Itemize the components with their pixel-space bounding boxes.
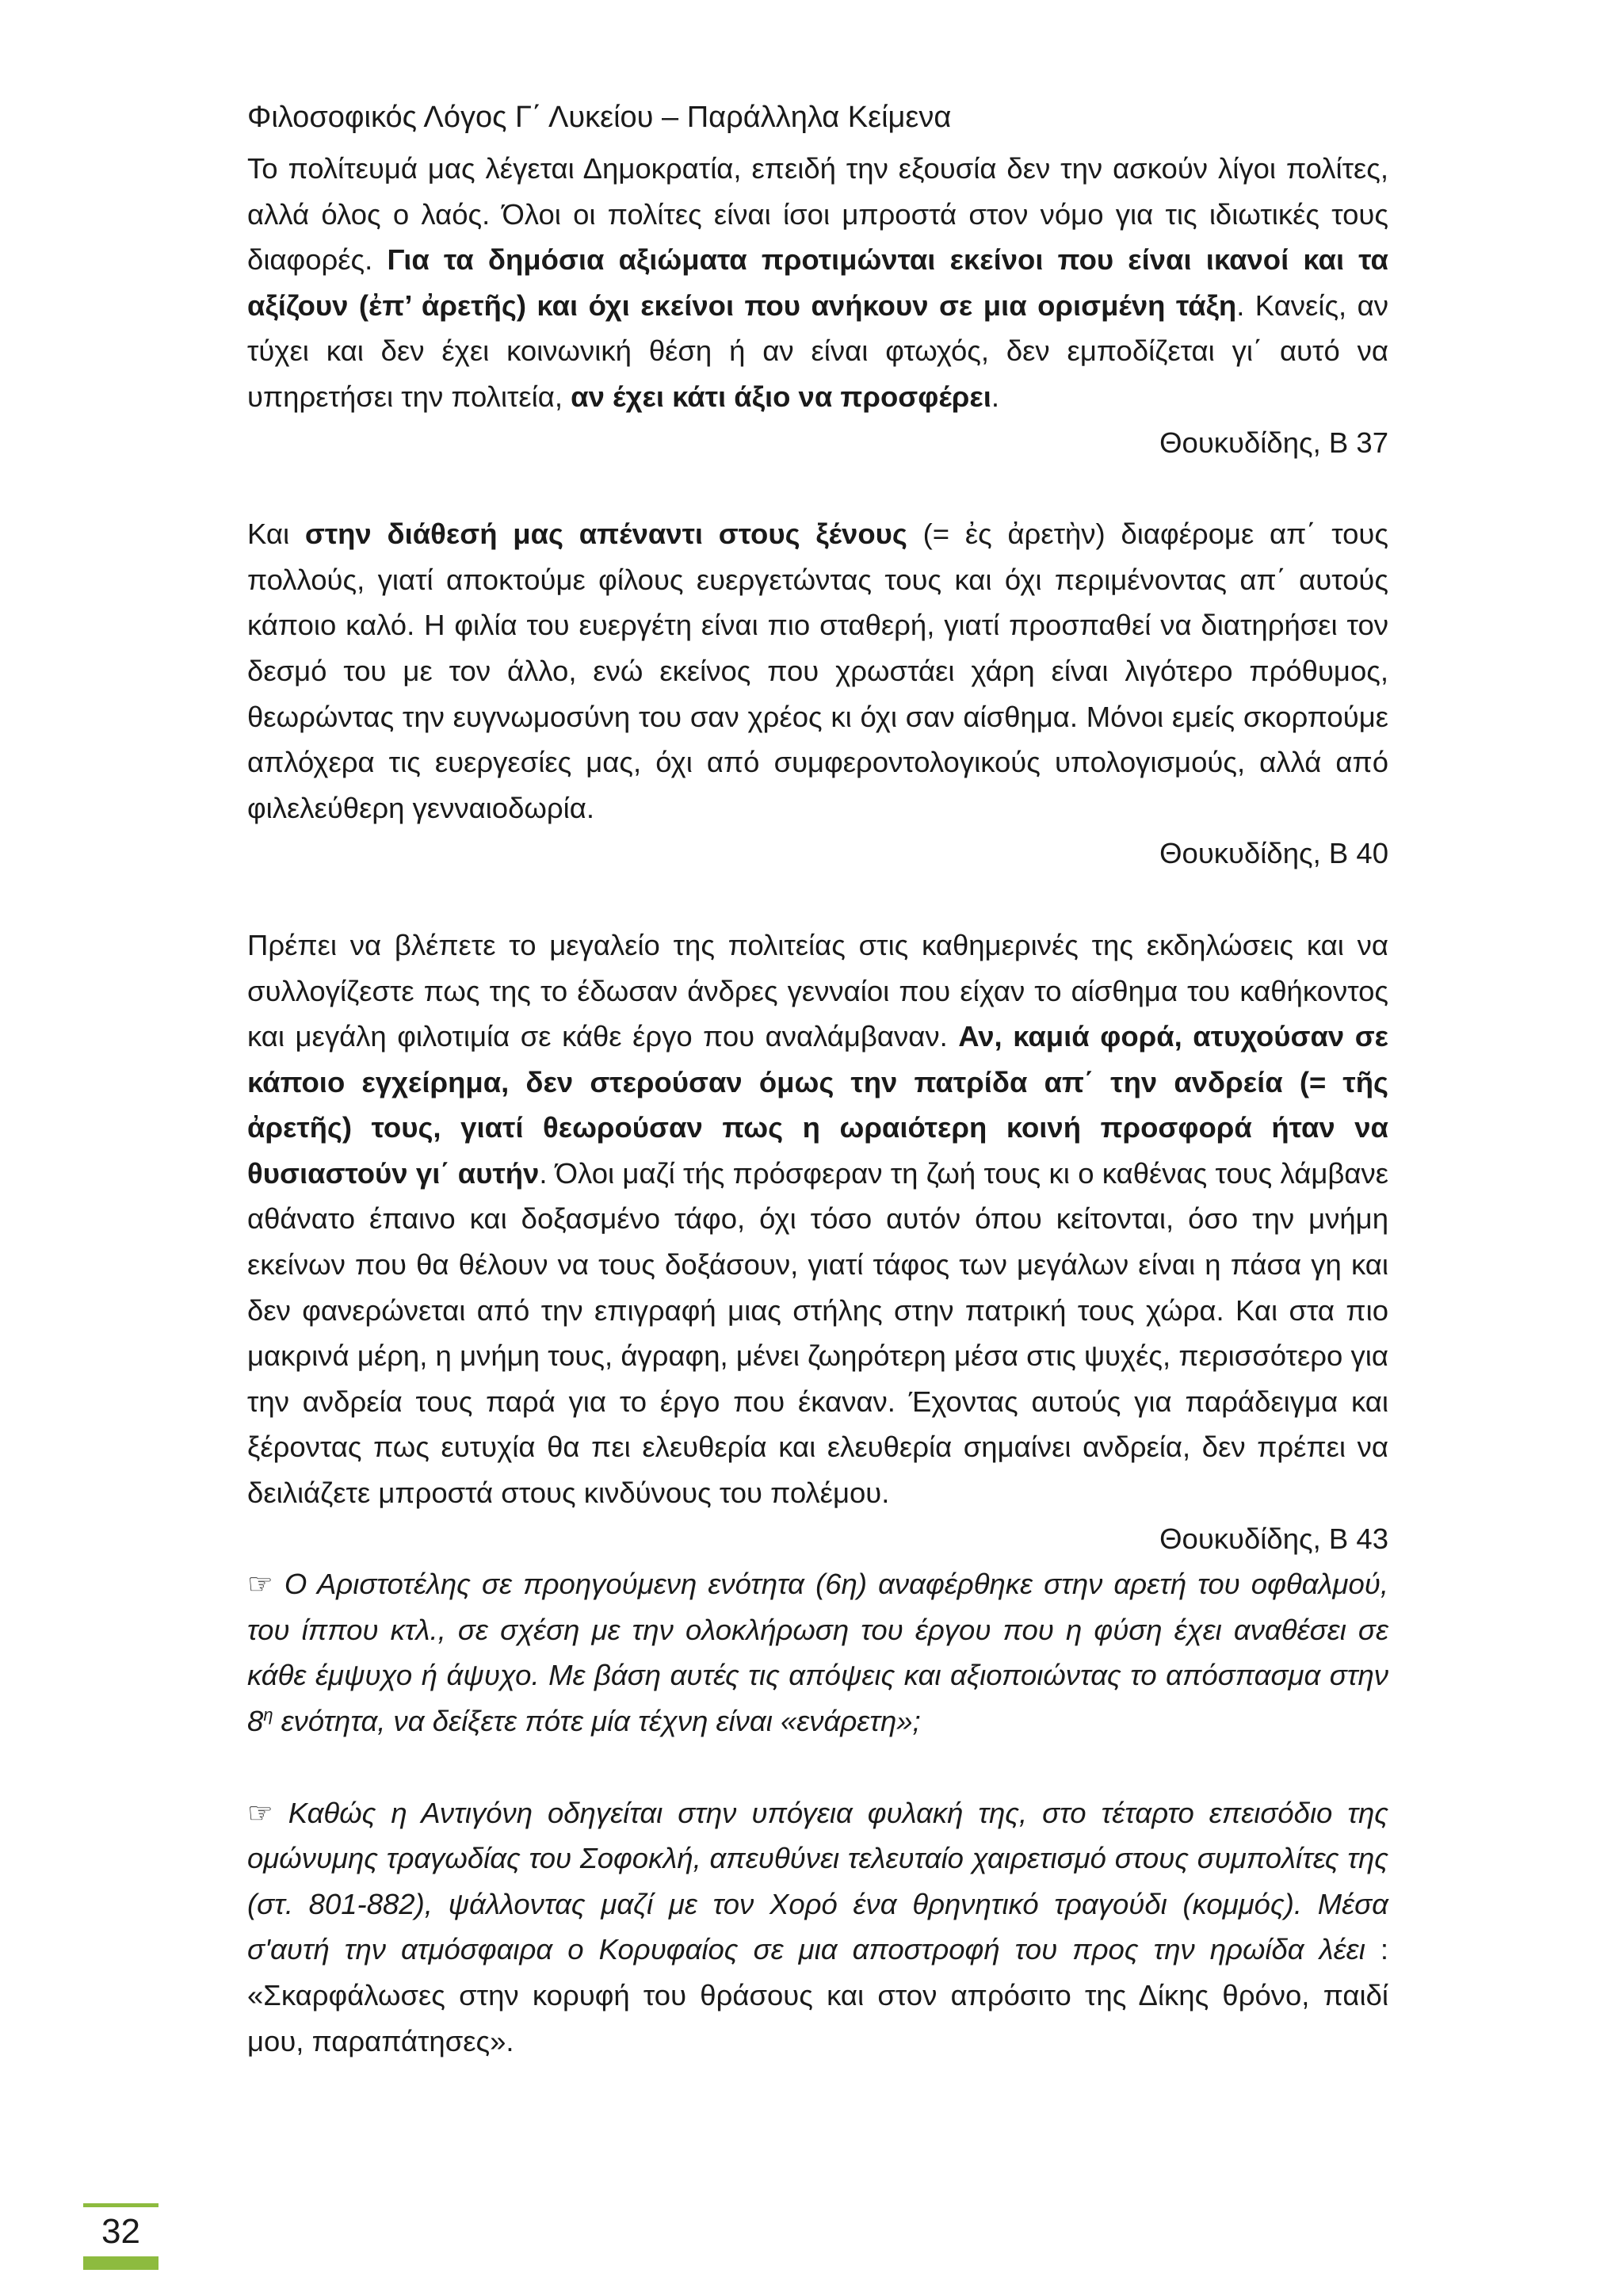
passage-b40 (247, 511, 1388, 831)
passage-bold: Για τα δημόσια αξιώματα προτιμώνται εκείνοι που είναι ικανοί και τα αξίζουν (ἐπ’ ἀρετῆς) και όχι εκείνοι που ανήκουν σε μια ορισμένη τάξη (247, 243, 1388, 322)
source-b37: Θουκυδίδης, Β 37 (1159, 426, 1388, 459)
running-header: Φιλοσοφικός Λόγος Γ΄ Λυκείου – Παράλληλα Κείμενα (247, 101, 952, 134)
superscript: η (263, 1704, 273, 1725)
passage-text: Πρέπει να βλέπετε το μεγαλείο της πολιτείας στις καθημερινές της εκδηλώσεις και να συλλογίζεστε πως της το έδωσαν άνδρες γενναίοι που είχαν το αίσθημα του καθήκοντος και μεγάλη φιλοτιμία σε κάθε έργο που αναλάμβαναν. (247, 928, 1388, 1053)
passage-text: Το πολίτευμά μας λέγεται Δημοκρατία, επειδή την εξουσία δεν την ασκούν λίγοι πολίτες, αλλά όλος ο λαός. Όλοι οι πολίτες είναι ίσοι μπροστά στον νόμο για τις ιδιωτικές τους διαφορές. (247, 152, 1388, 277)
passage-text: . Κανείς, αν τύχει και δεν έχει κοινωνική θέση ή αν είναι φτωχός, δεν εμποδίζεται γι΄ αυτό να υπηρετήσει την πολιτεία, (247, 288, 1388, 413)
passage-b43 (247, 923, 1388, 1516)
question-aristotle (247, 1561, 1388, 1744)
quote-text: : «Σκαρφάλωσες στην κορυφή του θράσους και στον απρόσιτο της Δίκης θρόνο, παιδί μου, παραπάτησες». (247, 1933, 1388, 2057)
spacer (247, 465, 1388, 511)
footer-bar-bottom (83, 2256, 158, 2270)
passage-text: (= ἐς ἀρετὴν) διαφέρομε απ΄ τους πολλούς, γιατί αποκτούμε φίλους ευεργετώντας τους και όχι περιμένοντας απ΄ αυτούς κάποιο καλό. Η φιλία του ευεργέτη είναι πιο σταθερή, γιατί προσπαθεί να διατηρήσει τον δεσμό του με τον άλλο, ενώ εκείνος που χρωστάει χάρη είναι λιγότερο πρόθυμος, θεωρώντας την ευγνωμοσύνη του σαν χρέος κι όχι σαν αίσθημα. Μόνοι εμείς σκορπούμε απλόχερα τις ευεργεσίες μας, όχι από συμφεροντολογικούς υπολογισμούς, αλλά από φιλελεύθερη γενναιοδωρία. (247, 518, 1388, 824)
source-b43: Θουκυδίδης, Β 43 (1159, 1522, 1388, 1555)
passage-bold: αν έχει κάτι άξιο να προσφέρει (571, 380, 991, 413)
source-b40: Θουκυδίδης, Β 40 (1159, 837, 1388, 870)
passage-text: . Όλοι μαζί τής πρόσφεραν τη ζωή τους κι ο καθένας τους λάμβανε αθάνατο έπαινο και δοξασμένο τάφο, όχι τόσο αυτόν όπου κείτονται, όσο την μνήμη εκείνων που θα θέλουν να τους δοξάσουν, γιατί τάφος των μεγάλων είναι η πάσα γη και δεν φανερώνεται από την επιγραφή μιας στήλης στην πατρική τους χώρα. Και στα πιο μακρινά μέρη, η μνήμη τους, άγραφη, μένει ζωηρότερη μέσα στις ψυχές, περισσότερο για την ανδρεία τους παρά για το έργο που έκαναν. Έχοντας αυτούς για παράδειγμα και ξέροντας πως ευτυχία θα πει ελευθερία και ελευθερία σημαίνει ανδρεία, δεν πρέπει να δειλιάζετε μπροστά στους κινδύνους του πολέμου. (247, 1156, 1388, 1510)
question-text: Ο Αριστοτέλης σε προηγούμενη ενότητα (6η) αναφέρθηκε στην αρετή του οφθαλμού, του ίππου κτλ., σε σχέση με την ολοκλήρωση του έργου που η φύση έχει αναθέσει σε κάθε έμψυχο ή άψυχο. Με βάση αυτές τις απόψεις και αξιοποιώντας το απόσπασμα στην 8 (247, 1568, 1388, 1737)
passage-text: Και (247, 518, 305, 551)
question-text: ενότητα, να δείξετε πότε μία τέχνη είναι «ενάρετη»; (273, 1705, 921, 1737)
page-footer (83, 2203, 158, 2270)
passage-bold: Αν, καμιά φορά, ατυχούσαν σε κάποιο εγχείρημα, δεν στερούσαν όμως την πατρίδα απ΄ την ανδρεία (= τῆς ἀρετῆς) τους, γιατί θεωρούσαν πως η ωραιότερη κοινή προσφορά ήταν να θυσιαστούν γι΄ αυτήν (247, 1020, 1388, 1190)
pointing-hand-icon: ☞ (247, 1796, 273, 1829)
question-antigone (247, 1790, 1388, 2065)
passage-bold: στην διάθεσή μας απέναντι στους ξένους (304, 518, 907, 551)
spacer (247, 1744, 1388, 1790)
question-text: Καθώς η Αντιγόνη οδηγείται στην υπόγεια φυλακή της, στο τέταρτο επεισόδιο της ομώνυμης τραγωδίας του Σοφοκλή, απευθύνει τελευταίο χαιρετισμό στους συμπολίτες της (στ. 801-882), ψάλλοντας μαζί με τον Χορό ένα θρηνητικό τραγούδι (κομμός). Μέσα σ'αυτή την ατμόσφαιρα ο Κορυφαίος σε μια αποστροφή του προς την ηρωίδα λέει (247, 1796, 1388, 1966)
pointing-hand-icon: ☞ (247, 1568, 273, 1601)
spacer (247, 877, 1388, 923)
passage-text: . (991, 380, 1000, 413)
passage-b37 (247, 146, 1388, 420)
page-number: 32 (101, 2212, 140, 2251)
page-content (247, 94, 1388, 2064)
